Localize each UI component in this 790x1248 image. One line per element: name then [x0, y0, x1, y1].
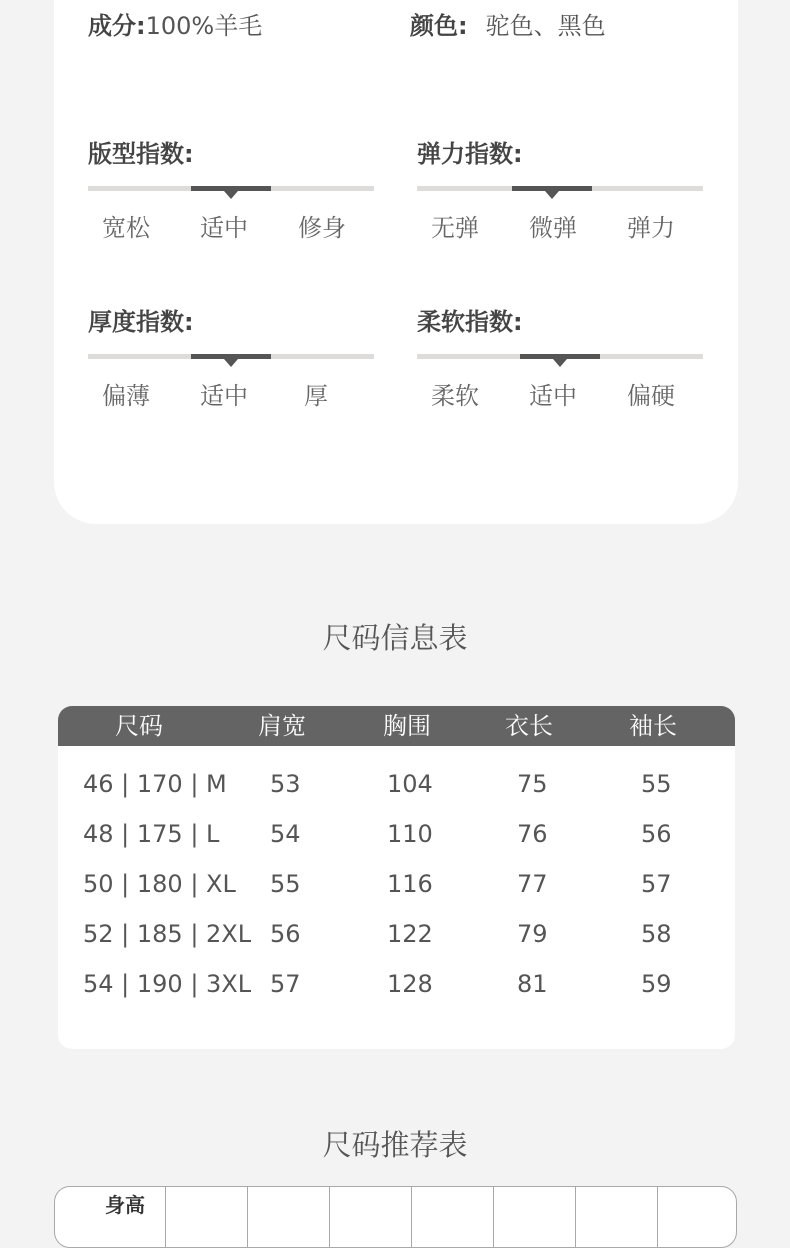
- table-row: [58, 814, 735, 854]
- size-recommend-table: [54, 1186, 737, 1248]
- table-row: [58, 764, 735, 804]
- header-chest: 胸围: [383, 712, 431, 740]
- header-size: 尺码: [115, 712, 163, 740]
- softness-index-option-medium: 适中: [529, 382, 577, 410]
- softness-index-scale: [417, 354, 703, 359]
- table-divider: [493, 1187, 494, 1247]
- table-divider: [575, 1187, 576, 1247]
- header-length: 衣长: [505, 712, 553, 740]
- fit-index-option-slim: 修身: [298, 214, 346, 242]
- fit-index-scale: [88, 186, 374, 191]
- table-row: [58, 864, 735, 904]
- length-cell: 76: [517, 820, 548, 848]
- fit-index-option-medium: 适中: [200, 214, 248, 242]
- sleeve-cell: 57: [641, 870, 672, 898]
- sleeve-cell: 59: [641, 970, 672, 998]
- softness-index: [417, 306, 703, 426]
- size-info-title: 尺码信息表: [322, 621, 468, 655]
- softness-index-pointer-icon: [553, 359, 567, 367]
- size-info-table: [58, 706, 735, 1049]
- softness-index-title: 柔软指数:: [417, 308, 523, 336]
- elasticity-index-title: 弹力指数:: [417, 140, 523, 168]
- table-divider: [657, 1187, 658, 1247]
- shoulder-cell: 54: [270, 820, 301, 848]
- elasticity-index-pointer-icon: [545, 191, 559, 199]
- fit-index-option-loose: 宽松: [102, 214, 150, 242]
- softness-index-option-soft: 柔软: [431, 382, 479, 410]
- header-sleeve: 袖长: [629, 712, 677, 740]
- sleeve-cell: 55: [641, 770, 672, 798]
- length-cell: 77: [517, 870, 548, 898]
- length-cell: 79: [517, 920, 548, 948]
- sleeve-cell: 58: [641, 920, 672, 948]
- fit-index-pointer-icon: [224, 191, 238, 199]
- table-row: [58, 914, 735, 954]
- table-row: [58, 964, 735, 1004]
- chest-cell: 116: [387, 870, 433, 898]
- material-value: 100%羊毛: [145, 12, 263, 40]
- parameter-card: [54, 0, 738, 524]
- shoulder-cell: 55: [270, 870, 301, 898]
- table-divider: [411, 1187, 412, 1247]
- size-cell: 48 | 175 | L: [83, 820, 220, 848]
- color-label: 颜色:: [410, 12, 468, 40]
- thickness-index-title: 厚度指数:: [88, 308, 194, 336]
- chest-cell: 128: [387, 970, 433, 998]
- chest-cell: 110: [387, 820, 433, 848]
- table-divider: [247, 1187, 248, 1247]
- elasticity-index: [417, 138, 703, 258]
- color-value: 驼色、黑色: [485, 12, 606, 40]
- recommend-header-height: 身高: [105, 1193, 145, 1217]
- elasticity-index-option-none: 无弹: [431, 214, 479, 242]
- chest-cell: 122: [387, 920, 433, 948]
- softness-index-option-firm: 偏硬: [627, 382, 675, 410]
- size-cell: 54 | 190 | 3XL: [83, 970, 252, 998]
- size-info-table-header: [58, 706, 735, 746]
- size-cell: 52 | 185 | 2XL: [83, 920, 252, 948]
- material-attribute: [88, 10, 262, 42]
- header-shoulder: 肩宽: [258, 712, 306, 740]
- sleeve-cell: 56: [641, 820, 672, 848]
- thickness-index: [88, 306, 374, 426]
- shoulder-cell: 57: [270, 970, 301, 998]
- size-cell: 46 | 170 | M: [83, 770, 227, 798]
- fit-index-title: 版型指数:: [88, 140, 194, 168]
- fit-index: [88, 138, 374, 258]
- thickness-index-option-medium: 适中: [200, 382, 248, 410]
- shoulder-cell: 53: [270, 770, 301, 798]
- size-recommend-title: 尺码推荐表: [322, 1128, 468, 1162]
- elasticity-index-option-stretch: 弹力: [627, 214, 675, 242]
- length-cell: 81: [517, 970, 548, 998]
- material-label: 成分:: [88, 12, 146, 40]
- color-attribute: [410, 10, 606, 42]
- elasticity-index-scale: [417, 186, 703, 191]
- length-cell: 75: [517, 770, 548, 798]
- table-divider: [165, 1187, 166, 1247]
- elasticity-index-option-slight: 微弹: [529, 214, 577, 242]
- thickness-index-option-thin: 偏薄: [102, 382, 150, 410]
- thickness-index-option-thick: 厚: [304, 382, 328, 410]
- thickness-index-pointer-icon: [224, 359, 238, 367]
- size-cell: 50 | 180 | XL: [83, 870, 236, 898]
- shoulder-cell: 56: [270, 920, 301, 948]
- thickness-index-scale: [88, 354, 374, 359]
- table-divider: [329, 1187, 330, 1247]
- chest-cell: 104: [387, 770, 433, 798]
